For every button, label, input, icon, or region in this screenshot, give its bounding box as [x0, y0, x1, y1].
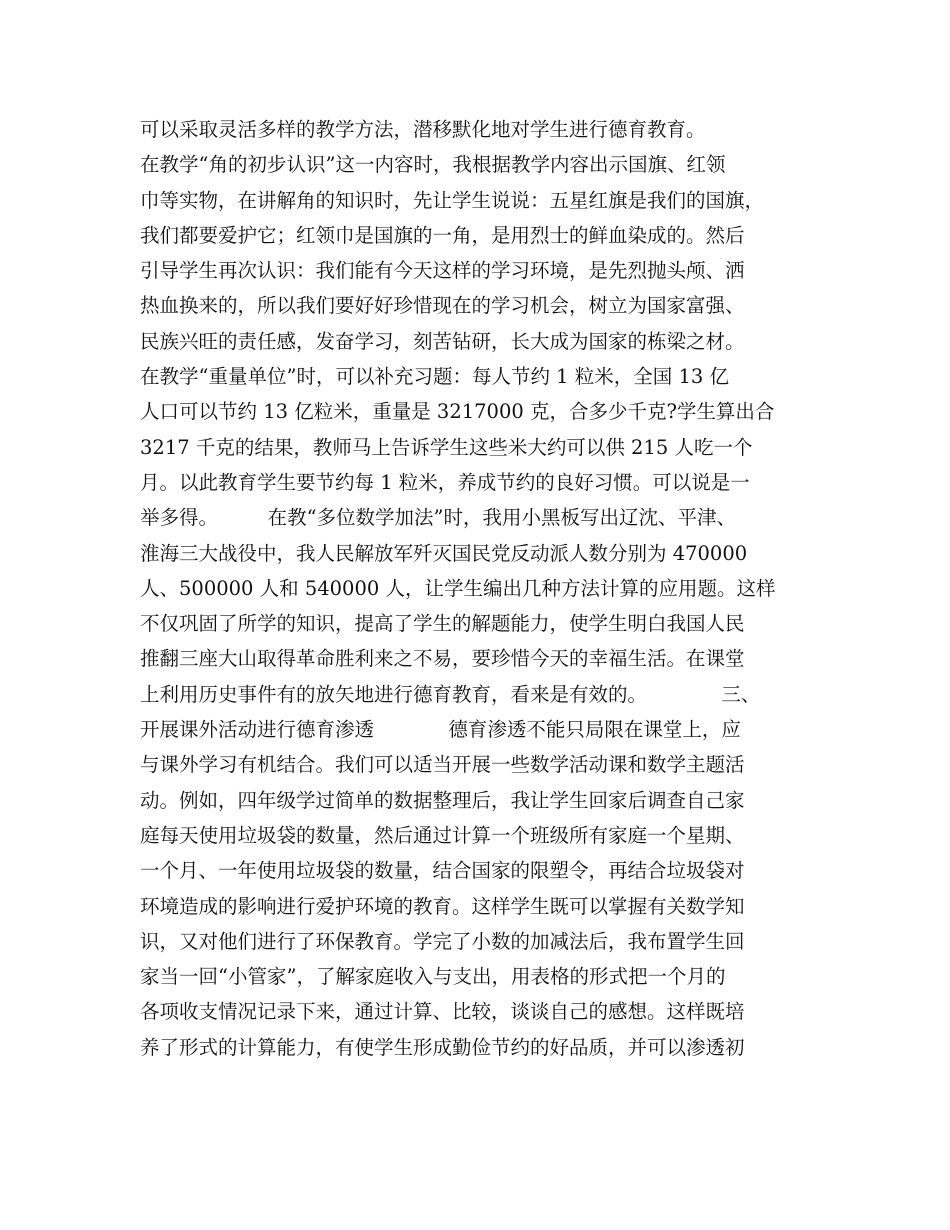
text-line: 推翻三座大山取得革命胜利来之不易，要珍惜今天的幸福生活。在课堂: [140, 647, 745, 671]
body-text: [140, 112, 840, 1065]
text-line: 淮海三大战役中，我人民解放军歼灭国民党反动派人数分别为 470000: [140, 541, 748, 565]
text-line: 人、500000 人和 540000 人，让学生编出几种方法计算的应用题。这样: [140, 576, 776, 600]
text-line: 环境造成的影响进行爱护环境的教育。这样学生既可以掌握有关数学知: [140, 894, 745, 918]
text-line: 与课外学习有机结合。我们可以适当开展一些数学活动课和数学主题活: [140, 753, 745, 777]
text-line: 庭每天使用垃圾袋的数量，然后通过计算一个班级所有家庭一个星期、: [140, 823, 745, 847]
text-line: 引导学生再次认识：我们能有今天这样的学习环境，是先烈抛头颅、洒: [140, 259, 745, 283]
text-line: 识，又对他们进行了环保教育。学完了小数的加减法后，我布置学生回: [140, 929, 745, 953]
text-line: 上利用历史事件有的放矢地进行德育教育，看来是有效的。 三、: [140, 682, 761, 706]
text-line: 在教学“重量单位”时，可以补充习题：每人节约 1 粒米，全国 13 亿: [140, 365, 729, 389]
text-line: 养了形式的计算能力，有使学生形成勤俭节约的好品质，并可以渗透初: [140, 1035, 745, 1059]
text-line: 我们都要爱护它；红领巾是国旗的一角，是用烈士的鲜血染成的。然后: [140, 223, 745, 247]
text-line: 3217 千克的结果，教师马上告诉学生这些米大约可以供 215 人吃一个: [140, 435, 753, 459]
text-line: 各项收支情况记录下来，通过计算、比较，谈谈自己的感想。这样既培: [140, 1000, 745, 1024]
text-line: 巾等实物，在讲解角的知识时，先让学生说说：五星红旗是我们的国旗，: [140, 188, 765, 212]
text-line: 开展课外活动进行德育渗透 德育渗透不能只局限在课堂上，应: [140, 718, 741, 742]
text-line: 人口可以节约 13 亿粒米，重量是 3217000 克，合多少千克?学生算出合: [140, 400, 775, 424]
text-line: 举多得。 在教“多位数学加法”时，我用小黑板写出辽沈、平津、: [140, 506, 737, 530]
text-line: 不仅巩固了所学的知识，提高了学生的解题能力，使学生明白我国人民: [140, 612, 745, 636]
text-line: 热血换来的，所以我们要好好珍惜现在的学习机会，树立为国家富强、: [140, 294, 745, 318]
text-line: 在教学“角的初步认识”这一内容时，我根据教学内容出示国旗、红领: [140, 153, 726, 177]
text-line: 可以采取灵活多样的教学方法，潜移默化地对学生进行德育教育。: [140, 118, 706, 141]
text-line: 一个月、一年使用垃圾袋的数量，结合国家的限塑令，再结合垃圾袋对: [140, 859, 745, 883]
text-line: 民族兴旺的责任感，发奋学习，刻苦钻研，长大成为国家的栋梁之材。: [140, 329, 745, 353]
text-line: 家当一回“小管家”，了解家庭收入与支出，用表格的形式把一个月的: [140, 965, 726, 989]
text-line: 动。例如，四年级学过简单的数据整理后，我让学生回家后调查自己家: [140, 788, 745, 812]
text-line: 月。以此教育学生要节约每 1 粒米，养成节约的良好习惯。可以说是一: [140, 470, 750, 494]
